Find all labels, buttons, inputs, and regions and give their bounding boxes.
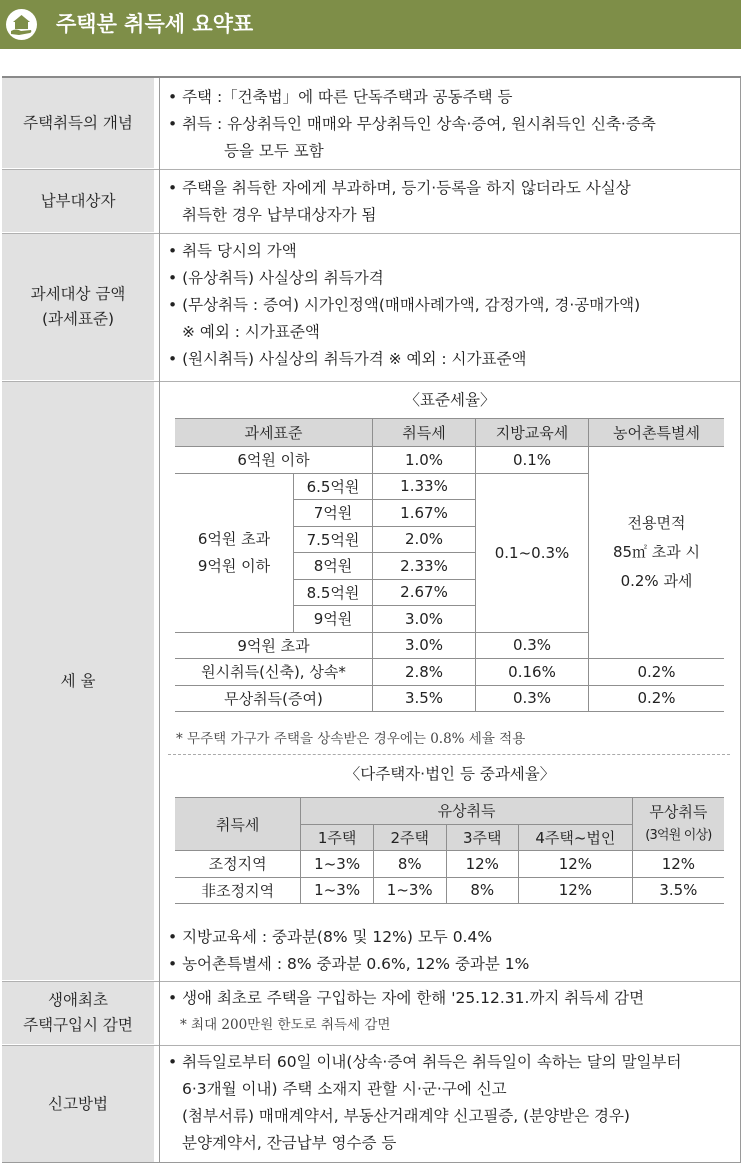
col-header: 취득세	[373, 419, 476, 447]
label-concept: 주택취득의 개념	[2, 78, 154, 168]
rate-extra-line-1: • 지방교육세 : 중과분(8% 및 12%) 모두 0.4%	[168, 928, 493, 946]
col-header: 농어촌특별세	[589, 419, 725, 447]
rate-extra-content	[168, 924, 734, 978]
base-line-2: • (유상취득) 사실상의 취득가격	[168, 269, 384, 287]
first-home-line: • 생애 최초로 주택을 구입하는 자에 한해 '25.12.31.까지 취득세 감면	[168, 989, 645, 1007]
label-report: 신고방법	[2, 1046, 154, 1163]
page-title: 주택분 취득세 요약표	[56, 12, 254, 36]
report-content	[168, 1049, 734, 1157]
table-header-row: 취득세 유상취득 무상취득 (3억원 이상)	[175, 798, 724, 825]
standard-rate-table	[175, 418, 724, 712]
label-base: 과세대상 금액 (과세표준)	[2, 234, 154, 380]
content-frame-left	[159, 78, 160, 1163]
report-line-4: 분양계약서, 잔금납부 영수증 등	[182, 1134, 397, 1152]
table-row: 8.5억원 2.67%	[175, 579, 724, 606]
payer-content	[168, 175, 734, 229]
concept-line-1: • 주택 :「건축법」에 따른 단독주택과 공동주택 등	[168, 88, 513, 106]
standard-rate-caption: 〈표준세율〉	[404, 391, 496, 409]
table-row: 非조정지역 1~3% 1~3% 8% 12% 3.5%	[175, 877, 724, 904]
report-line-3: (첨부서류) 매매계약서, 부동산거래계약 신고필증, (분양받은 경우)	[182, 1107, 630, 1125]
table-row: 원시취득(신축), 상속* 2.8% 0.16% 0.2%	[175, 659, 724, 686]
payer-line-2: 취득한 경우 납부대상자가 됨	[182, 206, 377, 224]
label-first-home: 생애최초 주택구입시 감면	[2, 982, 154, 1044]
table-header-row	[175, 419, 724, 447]
bottom-rule	[2, 1162, 741, 1163]
base-content	[168, 238, 734, 373]
col-header: 과세표준	[175, 419, 373, 447]
base-line-5: • (원시취득) 사실상의 취득가격 ※ 예외 : 시가표준액	[168, 350, 527, 368]
table-header-row: 1주택 2주택 3주택 4주택~법인	[175, 824, 724, 851]
concept-line-3: 등을 모두 포함	[224, 142, 324, 160]
standard-rate-footnote: * 무주택 가구가 주택을 상속받은 경우에는 0.8% 세율 적용	[176, 731, 526, 747]
report-line-2: 6·3개월 이내) 주택 소재지 관할 시·군·구에 신고	[182, 1080, 507, 1098]
heavy-rate-caption: 〈다주택자·법인 등 중과세율〉	[344, 765, 556, 783]
heavy-rate-table	[175, 797, 724, 904]
concept-content	[168, 84, 734, 165]
base-line-1: • 취득 당시의 가액	[168, 242, 297, 260]
mid-range-label: 6억원 초과 9억원 이하	[175, 473, 294, 632]
table-row: 6억원 초과 9억원 이하 6.5억원 1.33% 0.1~0.3%	[175, 473, 724, 500]
table-row: 7억원 1.67%	[175, 500, 724, 527]
free-acq-header: 무상취득 (3억원 이상)	[632, 798, 724, 851]
table-row: 9억원 3.0%	[175, 606, 724, 633]
table-row: 6억원 이하 1.0% 0.1% 전용면적 85㎡ 초과 시 0.2% 과세	[175, 447, 724, 474]
table-row: 9억원 초과 3.0% 0.3%	[175, 632, 724, 659]
base-line-4: ※ 예외 : 시가표준액	[182, 323, 320, 341]
concept-line-2: • 취득 : 유상취득인 매매와 무상취득인 상속·증여, 원시취득인 신축·증축	[168, 115, 656, 133]
rate-extra-line-2: • 농어촌특별세 : 8% 중과분 0.6%, 12% 중과분 1%	[168, 955, 530, 973]
table-row: 8억원 2.33%	[175, 553, 724, 580]
table-row: 조정지역 1~3% 8% 12% 12% 12%	[175, 851, 724, 878]
base-line-3: • (무상취득 : 증여) 시가인정액(매매사례가액, 감정가액, 경·공매가액)	[168, 296, 641, 314]
col-header: 지방교육세	[476, 419, 589, 447]
report-line-1: • 취득일로부터 60일 이내(상속·증여 취득은 취득일이 속하는 달의 말일부터	[168, 1053, 682, 1071]
table-row: 무상취득(증여) 3.5% 0.3% 0.2%	[175, 685, 724, 712]
rural-note-cell: 전용면적 85㎡ 초과 시 0.2% 과세	[589, 447, 725, 659]
title-bar	[0, 0, 741, 49]
content-frame-right	[740, 78, 741, 1163]
label-payer: 납부대상자	[2, 170, 154, 232]
payer-line-1: • 주택을 취득한 자에게 부과하며, 등기·등록을 하지 않더라도 사실상	[168, 179, 631, 197]
first-home-content	[168, 985, 734, 1039]
first-home-note: * 최대 200만원 한도로 취득세 감면	[180, 1017, 391, 1033]
dashed-divider	[168, 754, 730, 755]
table-row: 7.5억원 2.0%	[175, 526, 724, 553]
house-hand-icon	[6, 9, 37, 40]
label-rate: 세 율	[2, 382, 154, 980]
